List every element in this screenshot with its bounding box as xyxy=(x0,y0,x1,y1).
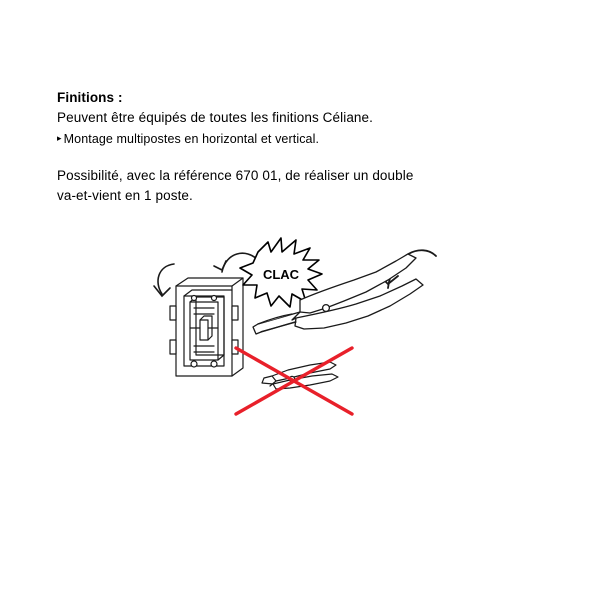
paragraph-finitions: Peuvent être équipés de toutes les finitions Céliane. xyxy=(57,110,373,125)
paragraph-possibilite-line2: va-et-vient en 1 poste. xyxy=(57,188,193,203)
paragraph-possibilite-line1: Possibilité, avec la référence 670 01, de réaliser un double xyxy=(57,168,414,183)
mechanism-assembly-drawing xyxy=(170,278,243,376)
instruction-figure xyxy=(140,228,460,428)
text-block xyxy=(57,88,517,206)
bullet-montage xyxy=(57,128,517,149)
bullet-montage-label: Montage multipostes en horizontal et vertical. xyxy=(63,132,320,146)
clac-label: CLAC xyxy=(262,267,300,282)
rotation-arrow-left-icon xyxy=(154,264,174,296)
paragraph-spacer xyxy=(57,149,517,166)
bullet-marker-icon: ▸ xyxy=(57,133,62,143)
forbidden-cross-icon xyxy=(236,348,352,414)
section-heading: Finitions : xyxy=(57,90,123,105)
